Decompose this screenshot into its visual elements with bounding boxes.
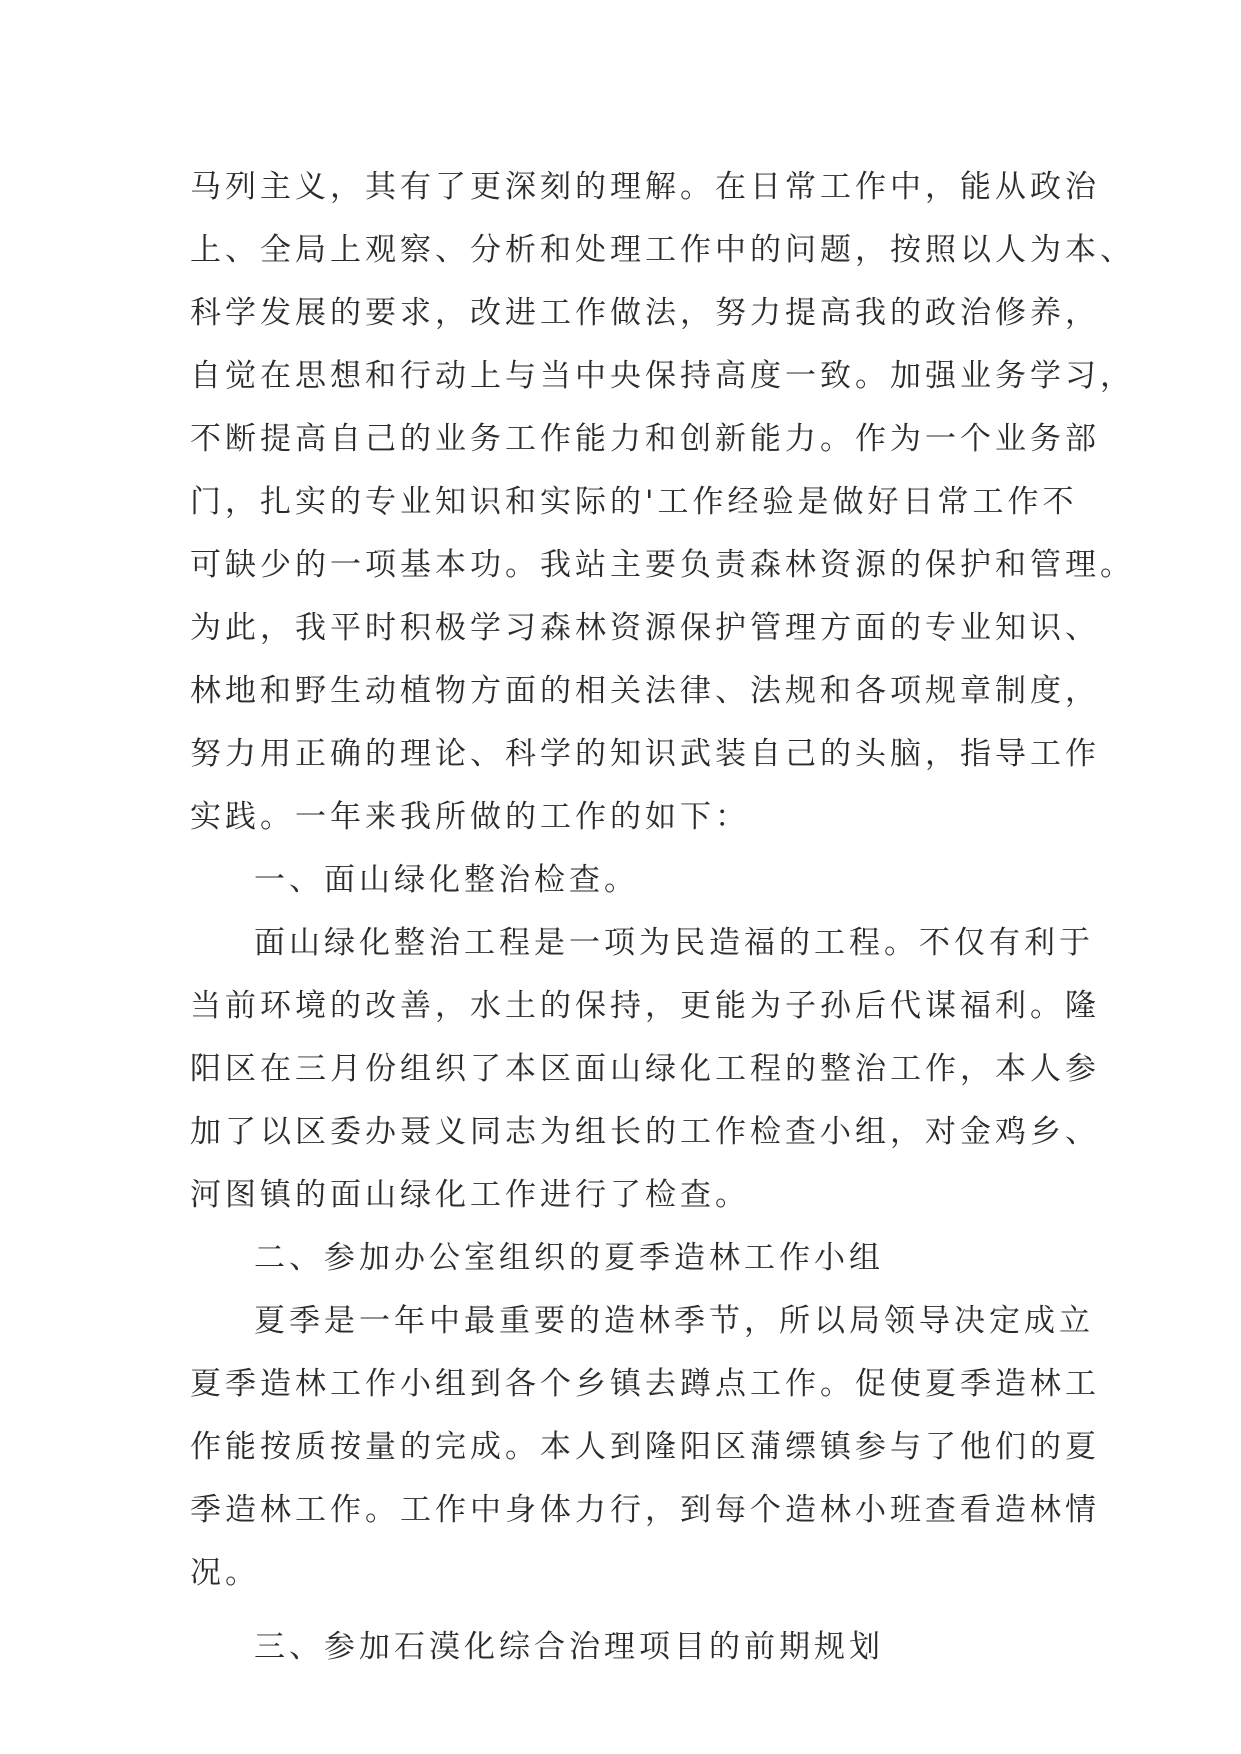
section-heading: 二、参加办公室组织的夏季造林工作小组: [254, 1240, 884, 1276]
text-line: 季造林工作。工作中身体力行，到每个造林小班查看造林情: [190, 1492, 1100, 1528]
text-line: 夏季是一年中最重要的造林季节，所以局领导决定成立: [254, 1303, 1094, 1339]
text-line: 河图镇的面山绿化工作进行了检查。: [190, 1177, 750, 1213]
text-line: 自觉在思想和行动上与当中央保持高度一致。加强业务学习，: [190, 358, 1135, 394]
text-line: 加了以区委办聂义同志为组长的工作检查小组，对金鸡乡、: [190, 1114, 1100, 1150]
text-line: 可缺少的一项基本功。我站主要负责森林资源的保护和管理。: [190, 547, 1135, 583]
text-line: 当前环境的改善，水土的保持，更能为子孙后代谋福利。隆: [190, 988, 1100, 1024]
text-line: 阳区在三月份组织了本区面山绿化工程的整治工作，本人参: [190, 1051, 1100, 1087]
text-line: 科学发展的要求，改进工作做法，努力提高我的政治修养，: [190, 295, 1100, 331]
text-line: 为此，我平时积极学习森林资源保护管理方面的专业知识、: [190, 610, 1100, 646]
text-line: 不断提高自己的业务工作能力和创新能力。作为一个业务部: [190, 421, 1100, 457]
section-heading: 一、面山绿化整治检查。: [254, 862, 639, 898]
text-line: 作能按质按量的完成。本人到隆阳区蒲缥镇参与了他们的夏: [190, 1429, 1100, 1465]
paragraph-gap: [190, 1605, 1060, 1616]
text-line: 实践。一年来我所做的工作的如下：: [190, 799, 750, 835]
text-line: 门，扎实的专业知识和实际的'工作经验是做好日常工作不: [190, 484, 1078, 520]
text-line: 上、全局上观察、分析和处理工作中的问题，按照以人为本、: [190, 232, 1135, 268]
document-body: [190, 156, 1135, 1679]
text-line: 况。: [190, 1555, 260, 1591]
text-line: 面山绿化整治工程是一项为民造福的工程。不仅有利于: [254, 925, 1094, 961]
text-line: 夏季造林工作小组到各个乡镇去蹲点工作。促使夏季造林工: [190, 1366, 1100, 1402]
section-heading: 三、参加石漠化综合治理项目的前期规划: [254, 1629, 884, 1665]
text-line: 马列主义，其有了更深刻的理解。在日常工作中，能从政治: [190, 169, 1100, 205]
text-line: 努力用正确的理论、科学的知识武装自己的头脑，指导工作: [190, 736, 1100, 772]
text-line: 林地和野生动植物方面的相关法律、法规和各项规章制度，: [190, 673, 1100, 709]
